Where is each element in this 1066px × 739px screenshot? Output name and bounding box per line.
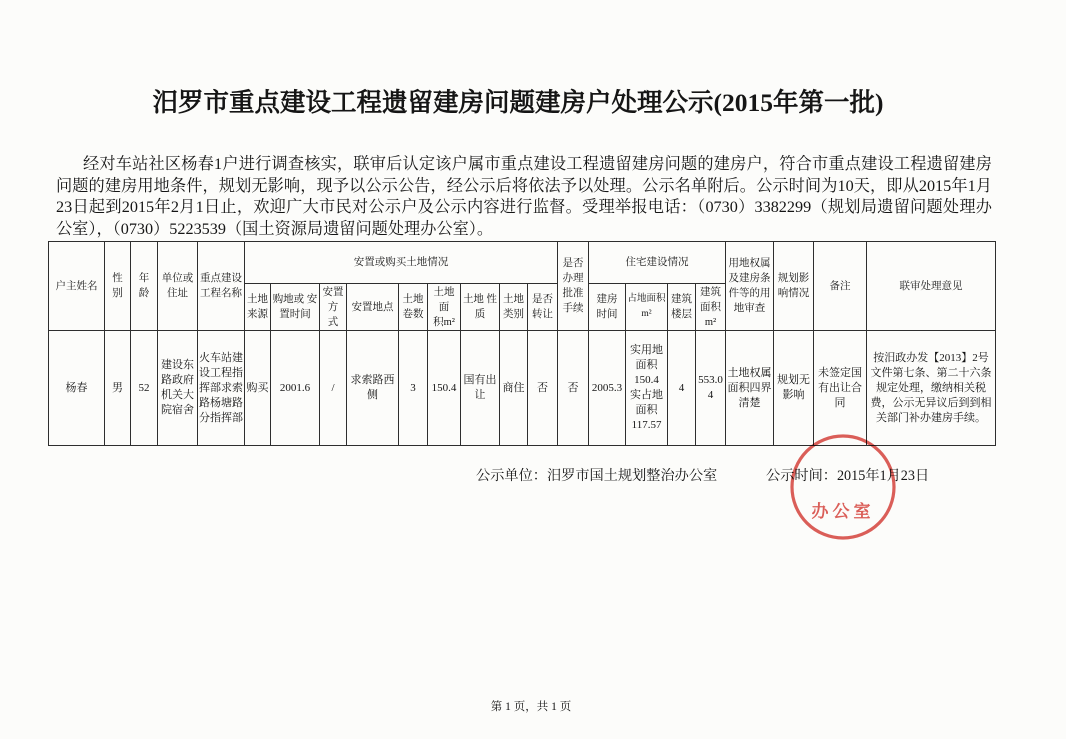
cell-footprint-area: 实用地面积150.4实占地面积117.57 <box>626 331 668 446</box>
header-transferred: 是否 转让 <box>528 284 558 331</box>
header-remarks: 备注 <box>814 242 867 331</box>
cell-transferred: 否 <box>528 331 558 446</box>
header-row-groups <box>49 242 996 284</box>
header-unit-address: 单位或 住址 <box>158 242 198 331</box>
cell-owner-name: 杨春 <box>49 331 105 446</box>
cell-placement-method: / <box>320 331 347 446</box>
cell-planning-impact: 规划无影响 <box>774 331 814 446</box>
publisher-line: 公示单位：汨罗市国土规划整治办公室 <box>476 468 718 484</box>
cell-gender: 男 <box>105 331 131 446</box>
cell-build-time: 2005.3 <box>589 331 626 446</box>
header-land-volume: 土地 卷数 <box>399 284 428 331</box>
header-build-time: 建房 时间 <box>589 284 626 331</box>
cell-floor-area: 553.04 <box>696 331 726 446</box>
table-row <box>49 331 996 446</box>
cell-remarks: 未签定国有出让合同 <box>814 331 867 446</box>
cell-land-area: 150.4 <box>428 331 461 446</box>
page-number: 第 1 页，共 1 页 <box>490 701 572 713</box>
publish-date-line: 公示时间：2015年1月23日 <box>766 468 930 484</box>
header-land-group: 安置或购买土地情况 <box>245 242 558 284</box>
header-owner-name: 户主姓名 <box>49 242 105 331</box>
header-joint-opinion: 联审处理意见 <box>867 242 996 331</box>
header-housing-group: 住宅建设情况 <box>589 242 726 284</box>
header-footprint-area: 占地面积 m² <box>626 284 668 331</box>
header-land-area: 土地面 积m² <box>428 284 461 331</box>
seal-text: 办公室 <box>811 502 875 522</box>
header-gender: 性 别 <box>105 242 131 331</box>
cell-land-category: 商住 <box>500 331 528 446</box>
header-land-nature: 土地 性 质 <box>461 284 500 331</box>
header-floor-area: 建筑 面积 m² <box>696 284 726 331</box>
cell-unit-address: 建设东路政府机关大院宿舍 <box>158 331 198 446</box>
header-land-source: 土地 来源 <box>245 284 271 331</box>
cell-land-source: 购买 <box>245 331 271 446</box>
seal-ring <box>792 436 894 538</box>
cell-age: 52 <box>131 331 158 446</box>
cell-purchase-time: 2001.6 <box>271 331 320 446</box>
header-placement-location: 安置地点 <box>347 284 399 331</box>
cell-land-nature: 国有出让 <box>461 331 500 446</box>
header-purchase-time: 购地或 安 置时间 <box>271 284 320 331</box>
header-project-name: 重点建设 工程名称 <box>198 242 245 331</box>
header-approval: 是否 办理 批准 手续 <box>558 242 589 331</box>
header-age: 年 龄 <box>131 242 158 331</box>
notice-table <box>48 241 996 446</box>
cell-placement-location: 求索路西侧 <box>347 331 399 446</box>
cell-joint-opinion: 按汨政办发【2013】2号文件第七条、第二十六条规定处理，缴纳相关税费，公示无异议后到到相关部门补办建房手续。 <box>867 331 996 446</box>
cell-land-volume: 3 <box>399 331 428 446</box>
header-land-category: 土地 类别 <box>500 284 528 331</box>
cell-land-review: 土地权属面积四界清楚 <box>726 331 774 446</box>
cell-approval: 否 <box>558 331 589 446</box>
header-floors: 建筑 楼层 <box>668 284 696 331</box>
intro-paragraph: 经对车站社区杨春1户进行调查核实，联审后认定该户属市重点建设工程遗留建房问题的建房户，符合市重点建设工程遗留建房问题的建房用地条件，规划无影响，现予以公示公告，经公示后将依法予以处理。公示名单附后。公示时间为10天，即从2015年1月23日起到2015年2月1日止，欢迎广大市民对公示户及公示内容进行监督。受理举报电话：（0730）3382299（规划局遗留问题处理办公室），（0730）5223539（国土资源局遗留问题处理办公室）。 <box>56 155 992 239</box>
header-planning-impact: 规划影 响情况 <box>774 242 814 331</box>
cell-floors: 4 <box>668 331 696 446</box>
document-title: 汨罗市重点建设工程遗留建房问题建房户处理公示(2015年第一批) <box>152 88 884 117</box>
header-land-review: 用地权属 及建房条 件等的用 地审查 <box>726 242 774 331</box>
header-placement-method: 安置方 式 <box>320 284 347 331</box>
cell-project-name: 火车站建设工程指挥部求索路杨塘路分指挥部 <box>198 331 245 446</box>
official-seal <box>789 433 897 541</box>
